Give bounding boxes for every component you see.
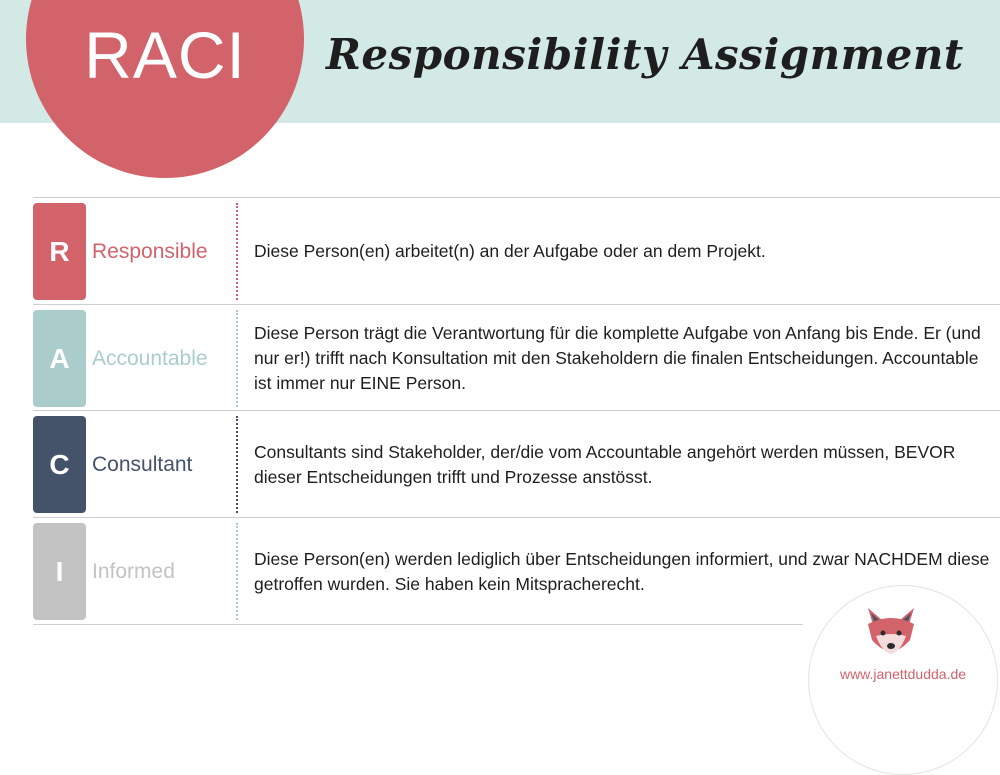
role-label: Consultant bbox=[92, 452, 193, 476]
letter-box: I bbox=[33, 523, 86, 620]
raci-row-accountable bbox=[33, 305, 1000, 412]
fox-icon bbox=[862, 606, 920, 662]
role-description: Consultants sind Stakeholder, der/die vom Accountable angehört werden müssen, BEVOR dieser Entscheidungen trifft und Prozesse anstösst. bbox=[254, 441, 956, 487]
letter-box: A bbox=[33, 310, 86, 407]
raci-row-consultant bbox=[33, 411, 1000, 518]
page-title: Responsibility Assignment bbox=[326, 30, 964, 79]
dotted-divider bbox=[236, 416, 238, 513]
raci-row-responsible bbox=[33, 198, 1000, 305]
raci-badge-text: RACI bbox=[84, 18, 246, 92]
website-link[interactable]: www.janettdudda.de bbox=[839, 666, 967, 682]
role-label: Informed bbox=[92, 559, 175, 583]
dotted-divider bbox=[236, 203, 238, 300]
role-description: Diese Person trägt die Verantwortung für die komplette Aufgabe von Anfang bis Ende. Er (und nur er!) trifft nach Konsultation mit den Stakeholdern die finalen Entscheidungen. Accountable ist immer nur EINE Person. bbox=[254, 323, 981, 393]
letter-box: R bbox=[33, 203, 86, 300]
dotted-divider bbox=[236, 310, 238, 407]
role-label: Responsible bbox=[92, 239, 208, 263]
role-label: Accountable bbox=[92, 346, 208, 370]
role-description: Diese Person(en) werden lediglich über Entscheidungen informiert, und zwar NACHDEM diese getroffen wurden. Sie haben kein Mitspracherecht. bbox=[254, 548, 990, 594]
letter-box: C bbox=[33, 416, 86, 513]
dotted-divider bbox=[236, 523, 238, 620]
role-description: Diese Person(en) arbeitet(n) an der Aufgabe oder an dem Projekt. bbox=[254, 241, 766, 261]
